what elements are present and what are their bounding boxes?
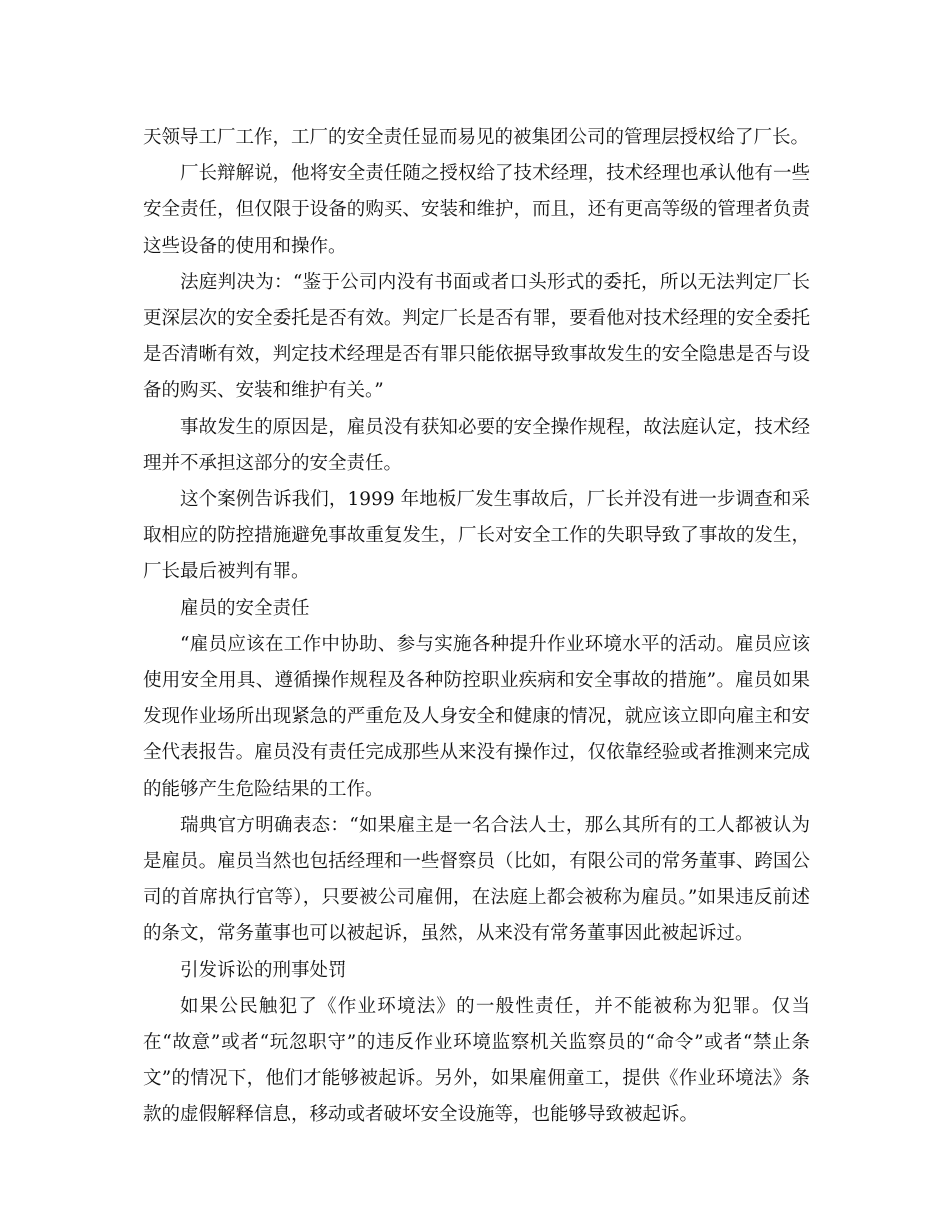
section-heading-employee-responsibility: 雇员的安全责任 bbox=[180, 597, 310, 619]
document-page bbox=[143, 120, 810, 1134]
section-heading-criminal-penalties: 引发诉讼的刑事处罚 bbox=[180, 959, 347, 981]
paragraph-continuation: 天领导工厂工作，工厂的安全责任显而易见的被集团公司的管理层授权给了厂长。 bbox=[143, 127, 810, 148]
paragraph-criminal-liability: 如果公民触犯了《作业环境法》的一般性责任，并不能被称为犯罪。仅当在“故意”或者“玩忽职守”的违反作业环境监察机关监察员的“命令”或者“禁止条文”的情况下，他们才能够被起诉。另外，如果雇佣童工，提供《作业环境法》条款的虚假解释信息，移动或者破坏安全设施等，也能够导致被起诉。 bbox=[143, 995, 810, 1126]
paragraph-swedish-official-statement: 瑞典官方明确表态：“如果雇主是一名合法人士，那么其所有的工人都被认为是雇员。雇员当然也包括经理和一些督察员（比如，有限公司的常务董事、跨国公司的首席执行官等），只要被公司雇佣，在法庭上都会被称为雇员。”如果违反前述的条文，常务董事也可以被起诉，虽然，从来没有常务董事因此被起诉过。 bbox=[143, 814, 810, 945]
paragraph-court-ruling: 法庭判决为：“鉴于公司内没有书面或者口头形式的委托，所以无法判定厂长更深层次的安全委托是否有效。判定厂长是否有罪，要看他对技术经理的安全委托是否清晰有效，判定技术经理是否有罪只能依据导致事故发生的安全隐患是否与设备的购买、安装和维护有关。” bbox=[143, 271, 810, 402]
paragraph-employee-duties: “雇员应该在工作中协助、参与实施各种提升作业环境水平的活动。雇员应该使用安全用具、遵循操作规程及各种防控职业疾病和安全事故的措施”。雇员如果发现作业场所出现紧急的严重危及人身安全和健康的情况，就应该立即向雇主和安全代表报告。雇员没有责任完成那些从来没有操作过，仅依靠经验或者推测来完成的能够产生危险结果的工作。 bbox=[143, 633, 810, 800]
paragraph-factory-director-defense: 厂长辩解说，他将安全责任随之授权给了技术经理，技术经理也承认他有一些安全责任，但仅限于设备的购买、安装和维护，而且，还有更高等级的管理者负责这些设备的使用和操作。 bbox=[143, 163, 810, 257]
paragraph-case-lesson: 这个案例告诉我们，1999 年地板厂发生事故后，厂长并没有进一步调查和采取相应的防控措施避免事故重复发生，厂长对安全工作的失职导致了事故的发生，厂长最后被判有罪。 bbox=[143, 489, 810, 583]
paragraph-accident-cause: 事故发生的原因是，雇员没有获知必要的安全操作规程，故法庭认定，技术经理并不承担这部分的安全责任。 bbox=[143, 416, 810, 474]
